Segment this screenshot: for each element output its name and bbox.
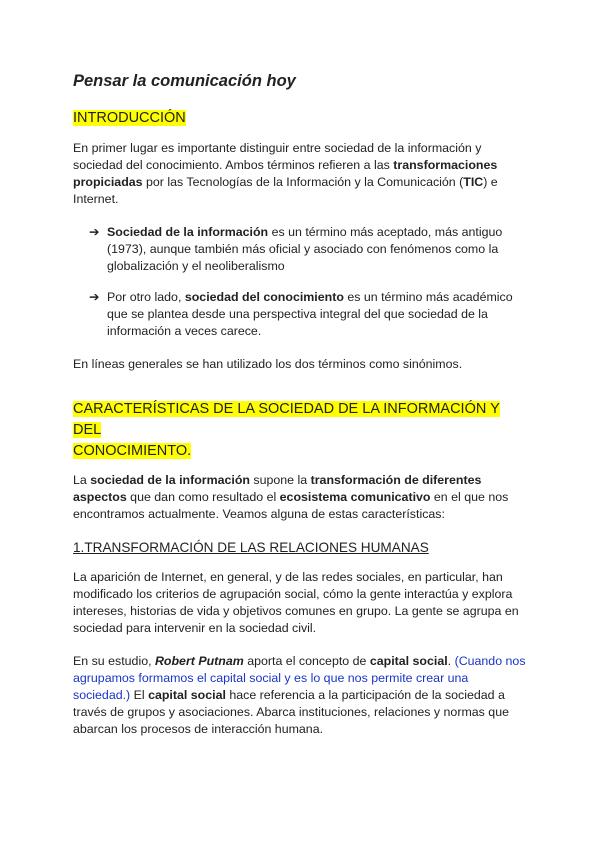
arrow-icon: ➔ bbox=[89, 225, 100, 239]
subheading-relaciones-humanas: 1.TRANSFORMACIÓN DE LAS RELACIONES HUMANAS bbox=[73, 540, 429, 555]
bold-run: capital social bbox=[369, 654, 448, 668]
text-run: hace referencia a la participación de la sociedad a través de grupos y asociaciones. Abarca instituciones, relaciones y normas que abarcan los procesos de interacción humana. bbox=[73, 688, 509, 736]
text-run: ) e Internet. bbox=[73, 175, 498, 206]
text-run: supone la bbox=[249, 473, 311, 487]
bold-run: transformaciones propiciadas bbox=[73, 158, 498, 189]
text-run: Por otro lado, bbox=[107, 290, 185, 304]
text-run: es un término más aceptado, más antiguo (1973), aunque también más oficial y asociado con fenómenos como la globalización y el neoliberalismo bbox=[107, 225, 503, 273]
text-run: que dan como resultado el bbox=[126, 490, 280, 504]
arrow-icon: ➔ bbox=[89, 290, 100, 304]
text-run: en el que nos encontramos actualmente. Veamos alguna de estas características: bbox=[73, 490, 509, 521]
bullet-item bbox=[89, 224, 528, 275]
internet-paragraph: La aparición de Internet, en general, y de las redes sociales, en particular, han modificado los criterios de agrupación social, cómo la gente interactúa y explora intereses, historias de vida y objetivos comunes en grupo. La gente se agrupa en sociedad para intervenir en la sociedad civil. bbox=[73, 570, 519, 635]
text-run: El bbox=[130, 688, 149, 702]
bold-run: transformación de diferentes aspectos bbox=[73, 473, 482, 504]
putnam-paragraph bbox=[73, 653, 528, 738]
document-content bbox=[73, 70, 528, 754]
blue-note: (Cuando nos agrupamos formamos el capital social y es lo que nos permite crear una sociedad.) bbox=[73, 654, 526, 702]
document-title: Pensar la comunicación hoy bbox=[73, 72, 296, 90]
characteristics-heading-line2: CONOCIMIENTO. bbox=[73, 443, 192, 459]
synonyms-paragraph: En líneas generales se han utilizado los dos términos como sinónimos. bbox=[73, 357, 463, 371]
text-run: por las Tecnologías de la Información y la Comunicación ( bbox=[142, 175, 464, 189]
text-run: La bbox=[73, 473, 91, 487]
bold-italic-run: Robert Putnam bbox=[154, 654, 244, 668]
characteristics-heading-line1: CARACTERÍSTICAS DE LA SOCIEDAD DE LA INFORMACIÓN Y DEL bbox=[73, 401, 500, 438]
intro-heading-text: INTRODUCCIÓN bbox=[73, 110, 186, 126]
bold-run: sociedad de la información bbox=[90, 473, 250, 487]
characteristics-heading bbox=[73, 399, 528, 462]
bullet-list bbox=[89, 224, 528, 340]
intro-heading bbox=[73, 108, 528, 128]
bold-run: ecosistema comunicativo bbox=[279, 490, 431, 504]
bullet-item bbox=[89, 289, 528, 340]
text-run: . bbox=[447, 654, 455, 668]
bold-run: TIC bbox=[463, 175, 484, 189]
text-run: En su estudio, bbox=[73, 654, 155, 668]
text-run: En primer lugar es importante distinguir entre sociedad de la información y sociedad del conocimiento. Ambos términos refieren a las bbox=[73, 141, 482, 172]
bold-run: sociedad del conocimiento bbox=[184, 290, 344, 304]
bold-run: Sociedad de la información bbox=[107, 225, 269, 239]
text-run: aporta el concepto de bbox=[243, 654, 370, 668]
text-run: es un término más académico que se plantea desde una perspectiva integral del que sociedad de la información a veces carece. bbox=[107, 290, 513, 338]
characteristics-paragraph bbox=[73, 472, 528, 523]
bold-run: capital social bbox=[148, 688, 226, 702]
intro-paragraph bbox=[73, 140, 528, 208]
